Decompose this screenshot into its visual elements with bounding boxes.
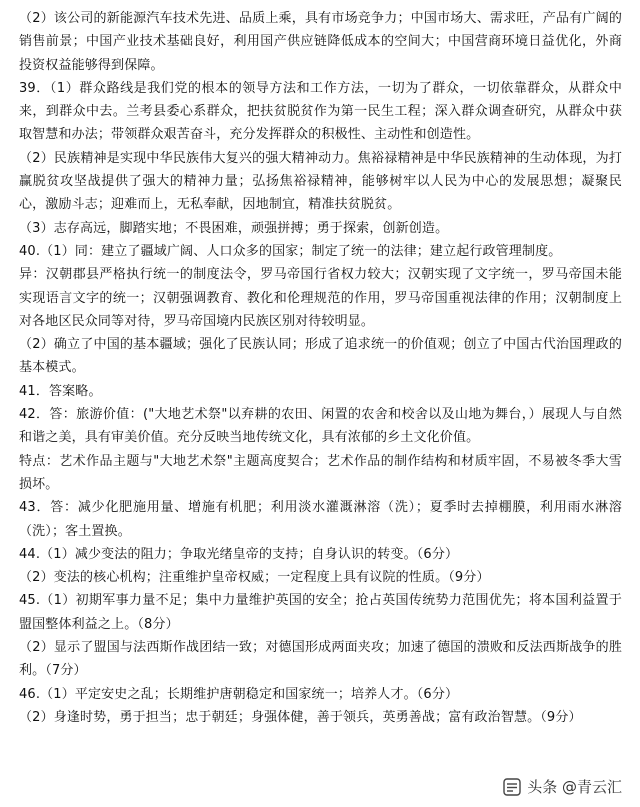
paragraph-39-1: 39．（1）群众路线是我们党的根本的领导方法和工作方法，一切为了群众，一切依靠群众，从群众中来，到群众中去。兰考县委心系群众，把扶贫脱贫作为第一民生工程；深入群众调查研究，从群众中获取智慧和办法；带领群众艰苦奋斗，充分发挥群众的积极性、主动性和创造性。 [19, 80, 622, 143]
paragraph-45-2: （2）显示了盟国与法西斯作战团结一致；对德国形成两面夹攻；加速了德国的溃败和反法西斯战争的胜利。（7分） [19, 640, 622, 679]
paragraph-46-2: （2）身逢时势，勇于担当；忠于朝廷；身强体健，善于领兵，英勇善战；富有政治智慧。（9分） [19, 709, 582, 725]
paragraph-42-features: 特点：艺术作品主题与"大地艺术祭"主题高度契合；艺术作品的制作结构和材质牢固，不易被冬季大雪损坏。 [19, 453, 622, 492]
paragraph-44-1: 44.（1）减少变法的阻力；争取光绪皇帝的支持；自身认识的转变。（6分） [19, 546, 459, 562]
paragraph-41: 41．答案略。 [19, 383, 102, 399]
watermark [497, 774, 626, 799]
paragraph-38-2: （2）该公司的新能源汽车技术先进、品质上乘，具有市场竞争力；中国市场大、需求旺，产品有广阔的销售前景；中国产业技术基础良好，利用国产供应链降低成本的空间大；中国营商环境日益优化，外商投资权益能够得到保障。 [19, 11, 622, 73]
toutiao-logo-icon [503, 778, 521, 796]
paragraph-40-1-same: 40.（1）同：建立了疆域广阔、人口众多的国家；制定了统一的法律；建立起行政管理制度。 [19, 243, 562, 259]
paragraph-40-2: （2）确立了中国的基本疆域；强化了民族认同；形成了追求统一的价值观；创立了中国古代治国理政的基本模式。 [19, 337, 622, 376]
paragraph-39-3: （3）志存高远，脚踏实地；不畏困难，顽强拼搏；勇于探索，创新创造。 [19, 220, 449, 236]
paragraph-42-value: 42．答：旅游价值：("大地艺术祭"以弃耕的农田、闲置的农舍和校舍以及山地为舞台，）展现人与自然和谐之美，具有审美价值。充分反映当地传统文化，具有浓郁的乡土文化价值。 [19, 407, 622, 446]
paragraph-46-1: 46.（1）平定安史之乱；长期维护唐朝稳定和国家统一；培养人才。（6分） [19, 686, 459, 702]
paragraph-44-2: （2）变法的核心机构；注重维护皇帝权威；一定程度上具有议院的性质。（9分） [19, 570, 490, 586]
watermark-text: 头条 @青云汇 [527, 778, 622, 796]
paragraph-45-1: 45.（1）初期军事力量不足；集中力量维护英国的安全；抢占英国传统势力范围优先；将本国利益置于盟国整体利益之上。（8分） [19, 593, 622, 632]
paragraph-40-1-different: 异：汉朝郡县严格执行统一的制度法令，罗马帝国行省权力较大；汉朝实现了文字统一，罗马帝国未能实现语言文字的统一；汉朝强调教育、教化和伦理规范的作用，罗马帝国重视法律的作用；汉朝制度上对各地区民众同等对待，罗马帝国境内民族区别对待较明显。 [19, 267, 622, 329]
paragraph-43: 43．答：减少化肥施用量、增施有机肥；利用淡水灌溉淋溶（洗）；夏季时去掉棚膜，利用雨水淋溶（洗）；客土置换。 [19, 500, 622, 539]
paragraph-39-2: （2）民族精神是实现中华民族伟大复兴的强大精神动力。焦裕禄精神是中华民族精神的生动体现，为打赢脱贫攻坚战提供了强大的精神力量；弘扬焦裕禄精神，能够树牢以人民为中心的发展思想；凝聚民心，激励斗志；迎难而上，无私奉献，因地制宜，精准扶贫脱贫。 [19, 150, 622, 213]
